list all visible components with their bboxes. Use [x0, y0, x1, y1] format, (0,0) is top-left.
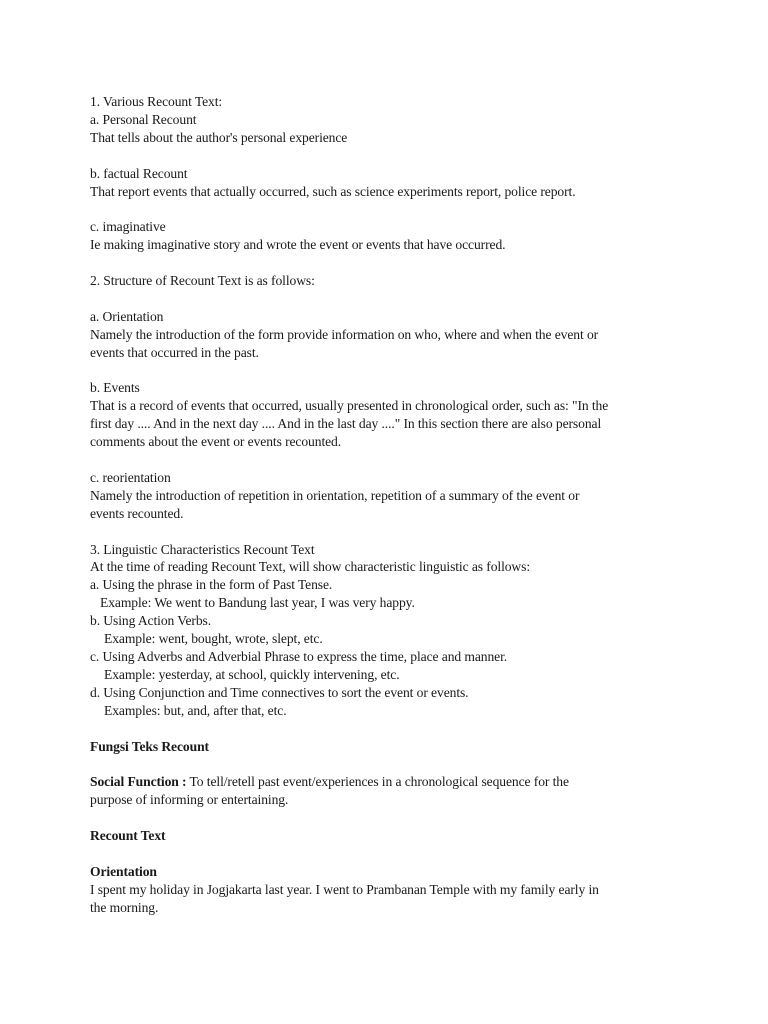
- spacer: [90, 720, 690, 738]
- section2-a-title: a. Orientation: [90, 308, 164, 324]
- social-function-text-1: To tell/retell past event/experiences in a chronological sequence for the: [186, 774, 569, 790]
- section2-b-desc-2: first day .... And in the next day .... And in the last day ...." In this section there are also personal: [90, 416, 602, 432]
- section2-c-desc-2: events recounted.: [90, 505, 184, 521]
- spacer: [90, 845, 690, 863]
- section1-a-title: a. Personal Recount: [90, 111, 197, 127]
- section2-b-title: b. Events: [90, 380, 140, 396]
- section1-b-title: b. factual Recount: [90, 165, 188, 181]
- section1-c-desc: Ie making imaginative story and wrote the event or events that have occurred.: [90, 237, 506, 253]
- spacer: [90, 290, 690, 308]
- section3-c: c. Using Adverbs and Adverbial Phrase to express the time, place and manner.: [90, 648, 508, 664]
- section3-a: a. Using the phrase in the form of Past Tense.: [90, 577, 333, 593]
- recount-text-heading: Recount Text: [90, 828, 166, 843]
- fungsi-heading: Fungsi Teks Recount: [90, 738, 209, 754]
- section2-b-desc-1: That is a record of events that occurred, usually presented in chronological order, such as: "In the: [90, 398, 609, 414]
- social-function-line-1: [90, 773, 690, 791]
- orientation-heading: Orientation: [90, 863, 157, 879]
- section2-heading: 2. Structure of Recount Text is as follows:: [90, 273, 315, 289]
- section1-c-title: c. imaginative: [90, 219, 166, 235]
- spacer: [90, 254, 690, 272]
- section2-a-desc-1: Namely the introduction of the form provide information on who, where and when the event or: [90, 326, 599, 342]
- section1-b-desc: That report events that actually occurred, such as science experiments report, police report.: [90, 183, 576, 199]
- spacer: [90, 809, 690, 827]
- section3-d: d. Using Conjunction and Time connectives to sort the event or events.: [90, 684, 469, 700]
- section3-a-example: Example: We went to Bandung last year, I was very happy.: [100, 595, 415, 611]
- section2-c-title: c. reorientation: [90, 469, 171, 485]
- section1-a-desc: That tells about the author's personal experience: [90, 129, 348, 145]
- section2-b-desc-3: comments about the event or events recounted.: [90, 434, 342, 450]
- section3-b-example: Example: went, bought, wrote, slept, etc.: [104, 631, 323, 647]
- social-function-label: Social Function :: [90, 774, 187, 790]
- section3-c-example: Example: yesterday, at school, quickly intervening, etc.: [104, 666, 400, 682]
- spacer: [90, 200, 690, 218]
- orientation-text-2: the morning.: [90, 899, 159, 915]
- section3-b: b. Using Action Verbs.: [90, 613, 212, 629]
- spacer: [90, 147, 690, 165]
- section2-c-desc-1: Namely the introduction of repetition in orientation, repetition of a summary of the event or: [90, 487, 580, 503]
- spacer: [90, 523, 690, 541]
- document-page: [90, 93, 690, 917]
- section1-heading: 1. Various Recount Text:: [90, 94, 223, 109]
- orientation-text-1: I spent my holiday in Jogjakarta last year. I went to Prambanan Temple with my family early in: [90, 881, 599, 897]
- spacer: [90, 451, 690, 469]
- section3-heading: 3. Linguistic Characteristics Recount Text: [90, 541, 315, 557]
- section3-d-example: Examples: but, and, after that, etc.: [104, 702, 287, 718]
- section3-intro: At the time of reading Recount Text, will show characteristic linguistic as follows:: [90, 559, 531, 575]
- social-function-text-2: purpose of informing or entertaining.: [90, 792, 289, 808]
- spacer: [90, 362, 690, 380]
- spacer: [90, 755, 690, 773]
- section2-a-desc-2: events that occurred in the past.: [90, 344, 259, 360]
